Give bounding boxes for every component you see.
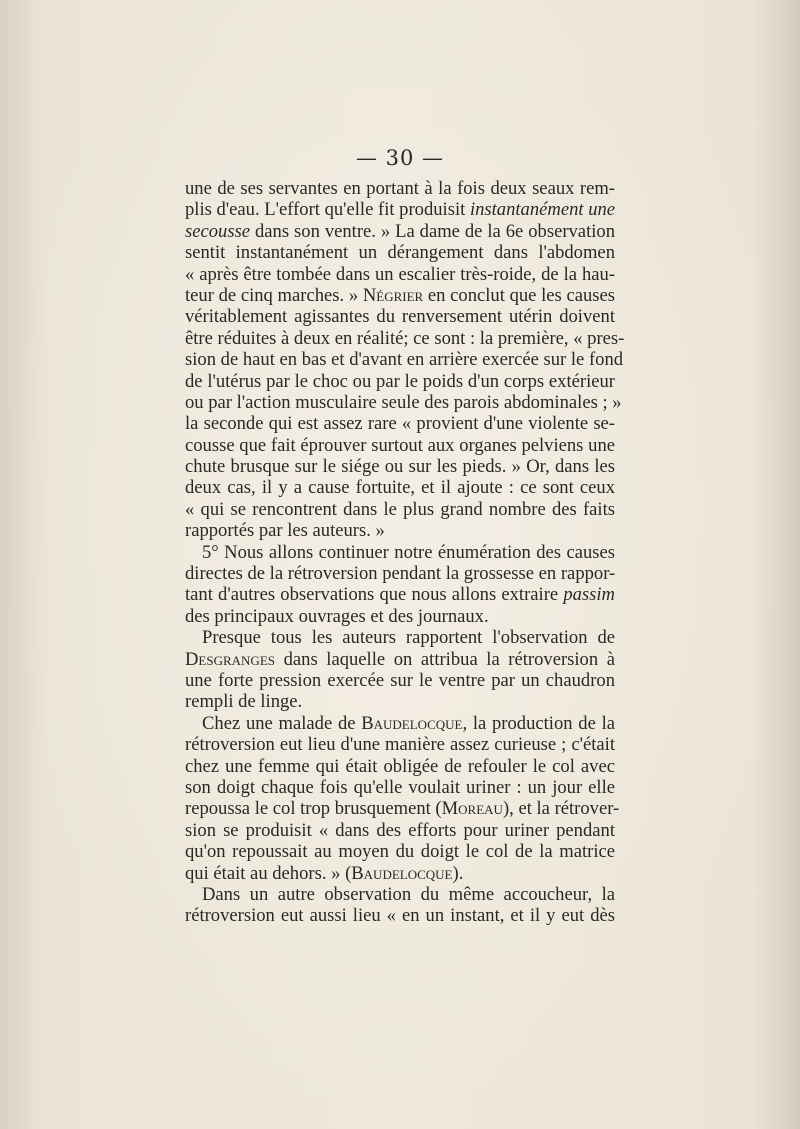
- text-line: repoussa le col trop brusquement (Moreau), et la rétrover-: [185, 798, 620, 820]
- text-line: la seconde qui est assez rare « provient d'une violente se-: [185, 413, 615, 435]
- text-line: chez une femme qui était obligée de refouler le col avec: [185, 755, 615, 777]
- text-line: sentit instantanément un dérangement dans l'abdomen: [185, 242, 615, 264]
- text-line: des principaux ouvrages et des journaux.: [185, 605, 489, 627]
- text-line: qu'on repoussait au moyen du doigt le col de la matrice: [185, 841, 615, 863]
- author-name: Négrier: [362, 284, 424, 306]
- text-line: Dans un autre observation du même accoucheur, la: [202, 883, 615, 905]
- text-line: Chez une malade de Baudelocque, la production de la: [202, 712, 615, 734]
- text-line: véritablement agissantes du renversement utérin doivent: [185, 306, 615, 328]
- text-line: sion de haut en bas et d'avant en arrière exercée sur le fond: [185, 349, 624, 371]
- text-line: chute brusque sur le siége ou sur les pieds. » Or, dans les: [185, 456, 615, 478]
- author-name: Baudelocque: [361, 712, 463, 734]
- text-line: 5° Nous allons continuer notre énumération des causes: [202, 541, 615, 563]
- author-name: Baudelocque: [351, 862, 453, 884]
- text-line: teur de cinq marches. » Négrier en conclut que les causes: [185, 284, 615, 306]
- text-line: « qui se rencontrent dans le plus grand nombre des faits: [185, 498, 615, 520]
- author-name: Desgranges: [185, 648, 275, 670]
- text-line: cousse que fait éprouver surtout aux organes pelviens une: [185, 434, 615, 456]
- text-line: directes de la rétroversion pendant la grossesse en rappor-: [185, 563, 616, 585]
- body-text: [185, 178, 625, 927]
- text-line: rempli de linge.: [185, 691, 303, 713]
- text-line: secousse dans son ventre. » La dame de la 6e observation: [185, 220, 615, 242]
- text-line: Presque tous les auteurs rapportent l'observation de: [202, 627, 615, 649]
- text-line: « après être tombée dans un escalier très-roide, de la hau-: [185, 263, 615, 285]
- text-line: Desgranges dans laquelle on attribua la rétroversion à: [185, 648, 615, 670]
- italic-text: instantanément une: [469, 199, 616, 221]
- text-line: être réduites à deux en réalité; ce sont : la première, « pres-: [185, 327, 625, 349]
- text-line: rétroversion eut lieu d'une manière assez curieuse ; c'était: [185, 734, 615, 756]
- italic-text: passim: [563, 584, 615, 606]
- text-line: tant d'autres observations que nous allons extraire passim: [185, 584, 615, 606]
- text-line: sion se produisit « dans des efforts pour uriner pendant: [185, 819, 615, 841]
- text-line: une de ses servantes en portant à la fois deux seaux rem-: [185, 178, 615, 199]
- text-line: rapportés par les auteurs. »: [185, 520, 385, 542]
- author-name: Moreau: [441, 798, 503, 820]
- text-line: ou par l'action musculaire seule des parois abdominales ; »: [185, 391, 622, 413]
- text-line: plis d'eau. L'effort qu'elle fit produisit instantanément une: [185, 199, 616, 221]
- page-number: — 30 —: [355, 146, 445, 170]
- text-line: son doigt chaque fois qu'elle voulait uriner : un jour elle: [185, 776, 615, 798]
- text-line: de l'utérus par le choc ou par le poids d'un corps extérieur: [185, 370, 615, 392]
- text-line: rétroversion eut aussi lieu « en un instant, et il y eut dès: [185, 905, 615, 927]
- text-line: une forte pression exercée sur le ventre par un chaudron: [185, 669, 615, 691]
- text-line: qui était au dehors. » (Baudelocque).: [185, 862, 464, 884]
- text-line: deux cas, il y a cause fortuite, et il ajoute : ce sont ceux: [185, 477, 615, 499]
- italic-text: secousse: [185, 220, 251, 242]
